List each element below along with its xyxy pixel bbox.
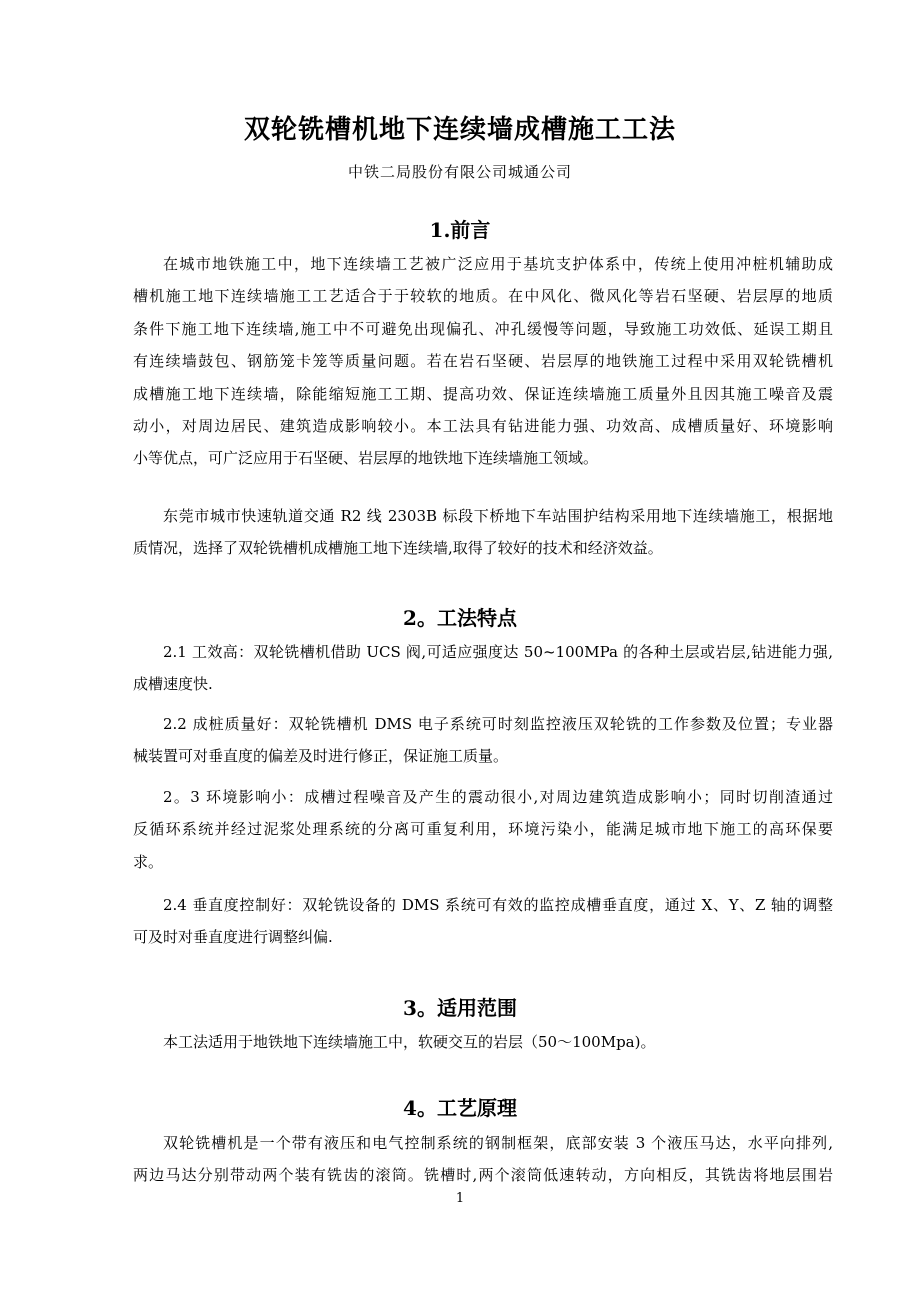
paragraph (133, 708, 833, 773)
paragraph-line: 2.1 工效高：双轮铣槽机借助 UCS 阀,可适应强度达 50~100MPa 的各种土层或岩层,钻进能力强, (163, 643, 833, 661)
paragraph-line: 成槽施工地下连续墙，除能缩短施工工期、提高功效、保证连续墙施工质量外且因其施工噪音及震 (133, 384, 833, 403)
paragraph-line: 动小，对周边居民、建筑造成影响较小。本工法具有钻进能力强、功效高、成槽质量好、环境影响 (133, 417, 833, 436)
section-heading-features: 2。工法特点 (403, 606, 517, 630)
paragraph-line: 械装置可对垂直度的偏差及时进行修正，保证施工质量。 (133, 747, 509, 766)
paragraph (133, 500, 833, 565)
section-heading-preface: 1.前言 (429, 218, 491, 242)
paragraph-line: 东莞市城市快速轨道交通 R2 线 2303B 标段下桥地下车站围护结构采用地下连续墙施工，根据地 (163, 507, 833, 525)
document-title: 双轮铣槽机地下连续墙成槽施工工法 (243, 115, 676, 145)
section-heading-principle: 4。工艺原理 (403, 1096, 517, 1120)
paragraph (133, 889, 833, 954)
paragraph (133, 781, 833, 878)
paragraph-line: 2.2 成桩质量好：双轮铣槽机 DMS 电子系统可时刻监控液压双轮铣的工作参数及位置；专业器 (163, 715, 833, 733)
paragraph-line: 2。3 环境影响小：成槽过程噪音及产生的震动很小,对周边建筑造成影响小；同时切削渣通过 (163, 788, 833, 806)
paragraph-line: 条件下施工地下连续墙,施工中不可避免出现偏孔、冲孔缓慢等问题，导致施工功效低、延误工期且 (133, 319, 833, 338)
page-number: 1 (455, 1191, 465, 1206)
paragraph-line: 反循环系统并经过泥浆处理系统的分离可重复利用，环境污染小，能满足城市地下施工的高环保要 (133, 820, 833, 839)
paragraph-line: 两边马达分别带动两个装有铣齿的滚筒。铣槽时,两个滚筒低速转动，方向相反，其铣齿将地层围岩 (133, 1166, 833, 1185)
paragraph (133, 636, 833, 701)
paragraph (133, 248, 833, 475)
paragraph-line: 本工法适用于地铁地下连续墙施工中，软硬交互的岩层（50～100Mpa)。 (163, 1033, 656, 1051)
paragraph-line: 可及时对垂直度进行调整纠偏. (133, 928, 333, 947)
paragraph (133, 1026, 833, 1058)
section-heading-scope: 3。适用范围 (403, 996, 517, 1020)
paragraph-line: 有连续墙鼓包、钢筋笼卡笼等质量问题。若在岩石坚硬、岩层厚的地铁施工过程中采用双轮铣槽机 (133, 352, 833, 371)
paragraph-line: 成槽速度快. (133, 675, 213, 694)
paragraph-line: 求。 (133, 852, 164, 871)
paragraph-line: 在城市地铁施工中，地下连续墙工艺被广泛应用于基坑支护体系中，传统上使用冲桩机辅助成 (163, 255, 833, 273)
document-author: 中铁二局股份有限公司城通公司 (347, 163, 572, 181)
paragraph-line: 质情况，选择了双轮铣槽机成槽施工地下连续墙,取得了较好的技术和经济效益。 (133, 539, 663, 558)
paragraph-line: 槽机施工地下连续墙施工工艺适合于于较软的地质。在中风化、微风化等岩石坚硬、岩层厚的地质 (133, 287, 833, 306)
paragraph-line: 2.4 垂直度控制好：双轮铣设备的 DMS 系统可有效的监控成槽垂直度，通过 X、Y、Z 轴的调整 (163, 896, 833, 914)
paragraph (133, 1127, 833, 1192)
paragraph-line: 小等优点，可广泛应用于石坚硬、岩层厚的地铁地下连续墙施工领域。 (133, 449, 599, 468)
paragraph-line: 双轮铣槽机是一个带有液压和电气控制系统的钢制框架，底部安装 3 个液压马达，水平向排列, (163, 1134, 833, 1152)
